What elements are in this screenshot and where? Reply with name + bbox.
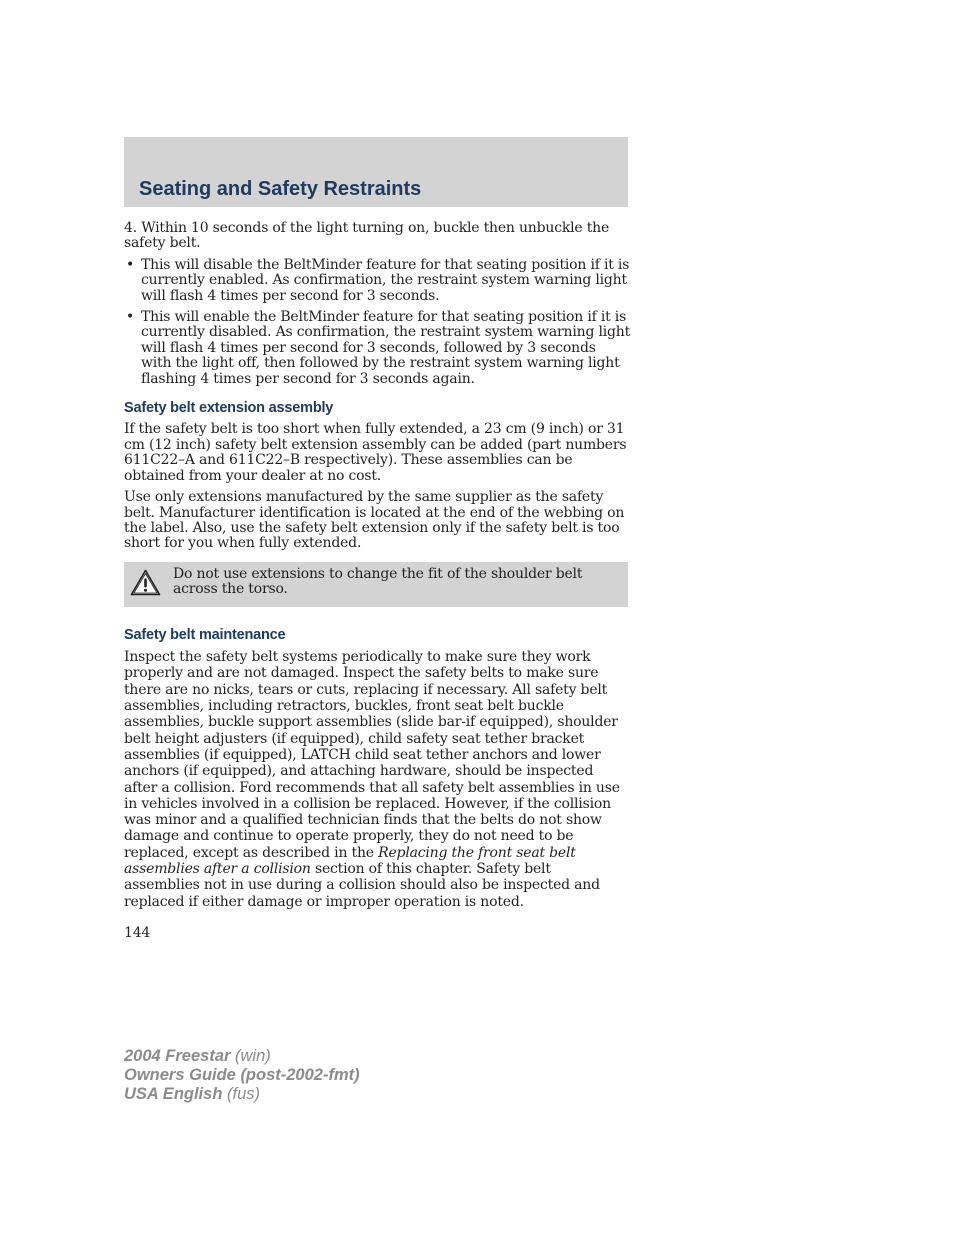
document-footer <box>124 1047 360 1104</box>
page-number: 144 <box>124 924 151 941</box>
maintenance-text-after: section of this chapter. Safety belt assemblies not in use during a collision should also be inspected and replaced if either damage or improper operation is noted. <box>124 860 600 910</box>
cross-reference-link: Replacing the front seat belt assemblies after a collision <box>124 844 576 877</box>
footer-guide: Owners Guide (post-2002-fmt) <box>124 1066 360 1084</box>
footer-model-code: (win) <box>235 1047 271 1065</box>
bullet-disable: • This will disable the BeltMinder feature for that seating position if it is currently enabled. As confirmation, the restraint system warning light will flash 4 times per second for 3 seconds. <box>124 258 630 304</box>
footer-line-2 <box>124 1066 360 1085</box>
section-title: Seating and Safety Restraints <box>139 178 422 200</box>
warning-triangle-icon <box>130 569 161 596</box>
page-content <box>124 221 630 941</box>
extension-paragraph-1: If the safety belt is too short when fully extended, a 23 cm (9 inch) or 31 cm (12 inch) safety belt extension assembly can be added (part numbers 611C22–A and 611C22–B respectively). These assemblies can be obtained from your dealer at no cost. <box>124 421 627 484</box>
maintenance-text-before: Inspect the safety belt systems periodically to make sure they work properly and are not damaged. Inspect the safety belts to make sure there are no nicks, tears or cuts, replacing if necessary. All safety belt assemblies, including retractors, buckles, front seat belt buckle assemblies, buckle support assemblies (slide bar-if equipped), shoulder belt height adjusters (if equipped), child safety seat tether bracket assemblies (if equipped), LATCH child seat tether anchors and lower anchors (if equipped), and attaching hardware, should be inspected after a collision. Ford recommends that all safety belt assemblies in use in vehicles involved in a collision be replaced. However, if the collision was minor and a qualified technician finds that the belts do not show damage and continue to operate properly, they do not need to be replaced, except as described in the <box>124 649 620 861</box>
maintenance-heading: Safety belt maintenance <box>124 626 286 643</box>
bullet-enable: • This will enable the BeltMinder feature for that seating position if it is currently disabled. As confirmation, the restraint system warning light will flash 4 times per second for 3 seconds, followed by 3 seconds with the light off, then followed by the restraint system warning light flashing 4 times per second for 3 seconds again. <box>124 310 630 387</box>
extension-paragraph-2: Use only extensions manufactured by the same supplier as the safety belt. Manufacturer identification is located at the end of the webbing on the label. Also, use the safety belt extension only if the safety belt is too short for you when fully extended. <box>124 489 625 552</box>
warning-text: Do not use extensions to change the fit of the shoulder belt across the torso. <box>173 565 583 598</box>
warning-box <box>124 562 628 607</box>
footer-model: 2004 Freestar <box>124 1047 231 1065</box>
section-header-band <box>124 137 628 207</box>
step-4-text: 4. Within 10 seconds of the light turning on, buckle then unbuckle the safety belt. <box>124 220 610 252</box>
extension-heading: Safety belt extension assembly <box>124 400 334 417</box>
maintenance-paragraph <box>124 649 630 910</box>
footer-language: USA English <box>124 1085 223 1103</box>
bullet-list <box>124 258 630 387</box>
footer-line-3 <box>124 1085 360 1104</box>
footer-language-code: (fus) <box>227 1085 260 1103</box>
footer-line-1 <box>124 1047 360 1066</box>
